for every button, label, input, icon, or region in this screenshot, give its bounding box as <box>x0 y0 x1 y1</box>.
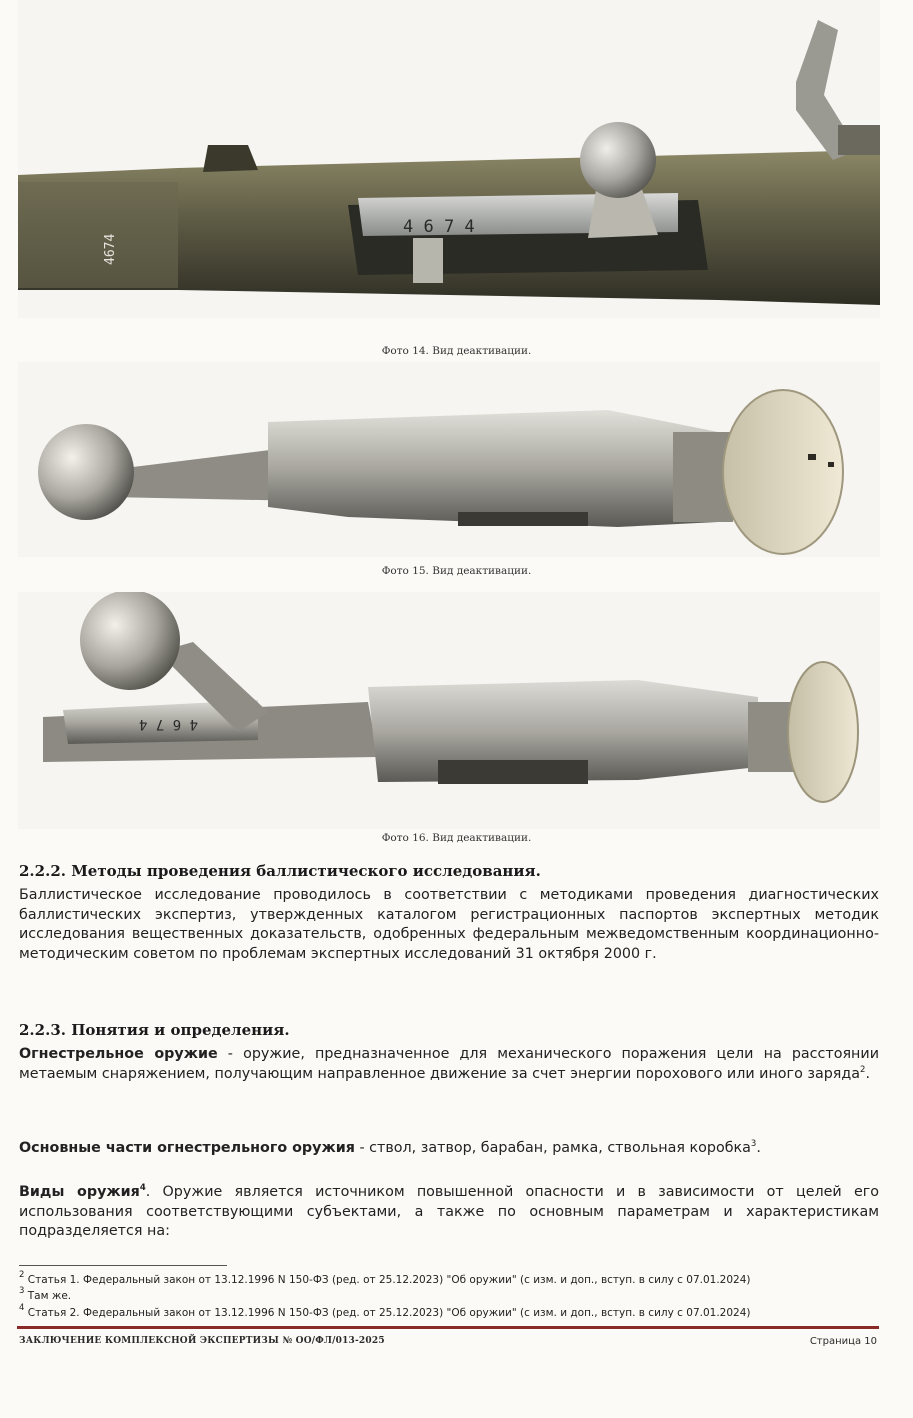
section-heading-methods: 2.2.2. Методы проведения баллистического исследования. <box>19 862 541 880</box>
photo-15-bolt-top-view <box>18 362 880 557</box>
photo-16 <box>18 592 880 829</box>
paragraph-weapon-types <box>19 1183 879 1242</box>
photo-15 <box>18 362 880 557</box>
photo-14-caption: Фото 14. Вид деактивации. <box>381 345 532 357</box>
footer-document-title: ЗАКЛЮЧЕНИЕ КОМПЛЕКСНОЙ ЭКСПЕРТИЗЫ № ОО/ФЛ/013-2025 <box>19 1336 385 1346</box>
term-firearm: Огнестрельное оружие <box>19 1046 218 1062</box>
footnote-divider <box>19 1265 227 1266</box>
footnote-ref-3[interactable]: 3 <box>750 1139 757 1149</box>
footnote-4 <box>19 1303 751 1319</box>
section-heading-definitions: 2.2.3. Понятия и определения. <box>19 1021 290 1039</box>
footnote-3 <box>19 1286 72 1302</box>
photo-16-caption: Фото 16. Вид деактивации. <box>381 832 532 844</box>
firearm-parts-text: - ствол, затвор, барабан, рамка, ствольная коробка <box>354 1140 751 1156</box>
paragraph-methods: Баллистическое исследование проводилось в соответствии с методиками проведения диагностических баллистических экспертиз, утвержденных каталогом регистрационных паспортов экспертных методик исследования вещественных доказательств, одобренных федеральным межведомственным координационно-методическим советом по проблемам экспертных исследований 31 октября 2000 г. <box>19 887 879 962</box>
weapon-types-text: . Оружие является источником повышенной опасности и в зависимости от целей его использования соответствующими субъектами, а также по основным параметрам и характеристикам подразделяется на: <box>19 1184 879 1239</box>
firearm-parts-end: . <box>756 1140 761 1156</box>
serial-number-barrel: 4674 <box>103 233 118 265</box>
term-firearm-parts: Основные части огнестрельного оружия <box>19 1140 355 1156</box>
footnote-4-number: 4 <box>19 1303 25 1313</box>
photo-16-bolt-side-view <box>18 592 880 829</box>
footnote-3-text: Там же. <box>24 1290 72 1302</box>
footer-divider <box>17 1326 879 1329</box>
photo-14 <box>18 0 880 318</box>
photo-14-rifle-receiver <box>18 0 880 318</box>
photo-15-caption: Фото 15. Вид деактивации. <box>381 565 532 577</box>
footnote-3-number: 3 <box>19 1286 25 1296</box>
paragraph-firearm-definition <box>19 1045 879 1084</box>
footnote-2-text: Статья 1. Федеральный закон от 13.12.1996 N 150-ФЗ (ред. от 25.12.2023) "Об оружии" (с изм. и доп., вступ. в силу с 07.01.2024) <box>24 1274 751 1286</box>
firearm-definition-text: - оружие, предназначенное для механического поражения цели на расстоянии метаемым снаряжением, получающим направленное движение за счет энергии порохового или иного заряда <box>19 1046 879 1082</box>
footnote-2-number: 2 <box>19 1270 25 1280</box>
footnote-4-text: Статья 2. Федеральный закон от 13.12.1996 N 150-ФЗ (ред. от 25.12.2023) "Об оружии" (с изм. и доп., вступ. в силу с 07.01.2024) <box>24 1307 751 1319</box>
serial-number-plate-inverted: 4 6 7 4 <box>138 716 198 732</box>
footnote-ref-2[interactable]: 2 <box>860 1064 866 1075</box>
footer-page-number: Страница 10 <box>809 1336 877 1347</box>
serial-number-plate: 4 6 7 4 <box>403 217 475 237</box>
footnote-ref-4[interactable]: 4 <box>139 1183 146 1193</box>
firearm-definition-end: . <box>865 1065 871 1082</box>
term-weapon-types: Виды оружия <box>19 1184 140 1200</box>
footnote-2 <box>19 1270 751 1286</box>
paragraph-firearm-parts <box>19 1139 879 1159</box>
